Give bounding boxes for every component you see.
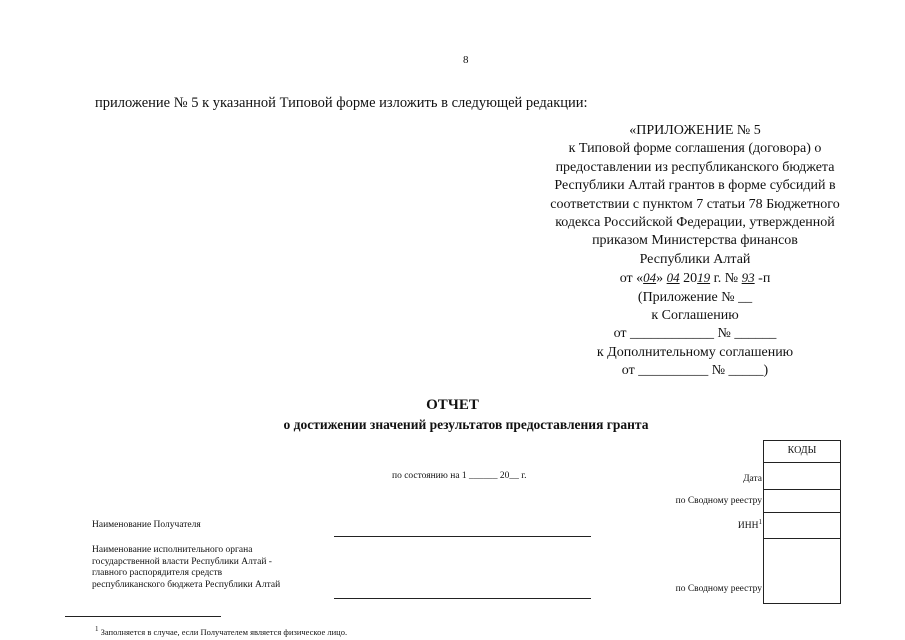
appendix-tail-line: от __________ № _____) [621,363,769,379]
codes-cell-inn[interactable] [764,512,840,513]
authority-label-line: Наименование исполнительного органа [92,545,253,555]
label-date: Дата [743,474,762,484]
footnote-mark: 1 [95,625,99,633]
codes-header: КОДЫ [787,445,817,456]
codes-cell-registry-1[interactable] [764,489,840,490]
codes-cell-date[interactable] [764,462,840,463]
recipient-label: Наименование Получателя [92,520,201,530]
appendix-tail-line: (Приложение № __ [637,289,753,305]
label-inn [738,518,762,531]
appendix-line: соответствии с пунктом 7 статьи 78 Бюджетного [550,196,840,212]
appendix-line: Республики Алтай [639,251,751,267]
appendix-date-line [520,269,870,288]
page-number: 8 [463,54,469,66]
date-month-handwritten: 04 [666,270,680,286]
codes-table [763,440,841,604]
report-title: ОТЧЕТ [426,397,479,413]
authority-label-line: государственной власти Республики Алтай - [92,556,272,567]
appendix-header [520,122,870,381]
recipient-field-line[interactable] [334,536,591,537]
appendix-line: приказом Министерства финансов [592,233,798,249]
inn-footnote-mark: 1 [758,518,762,526]
appendix-line: предоставлении из республиканского бюджета [555,159,835,175]
appendix-tail-line: от ____________ № ______ [613,326,777,342]
appendix-line: «ПРИЛОЖЕНИЕ № 5 [629,123,761,138]
date-prefix: от « [619,271,644,287]
authority-label-line: главного распорядителя средств [92,568,223,579]
appendix-line: к Типовой форме соглашения (договора) о [568,141,822,157]
codes-cell-blank[interactable] [764,538,840,539]
date-mid: » [656,271,667,287]
report-subtitle: о достижении значений результатов предоставления гранта [283,417,649,432]
appendix-tail-line: к Соглашению [651,308,739,324]
authority-field-line[interactable] [334,598,591,599]
authority-label [92,545,280,591]
label-registry-1: по Сводному реестру [675,496,762,506]
date-suffix: -п [754,271,771,287]
appendix-line: Республики Алтай грантов в форме субсидий в [554,178,836,194]
footnote-separator [65,616,221,617]
label-inn-text: ИНН [737,521,759,532]
date-year-prefix: 20 [679,271,698,287]
footnote [95,625,347,637]
order-number-handwritten: 93 [741,270,755,286]
date-num-prefix: г. № [710,271,742,287]
appendix-tail-line: к Дополнительному соглашению [596,344,794,360]
label-registry-2: по Сводному реестру [675,584,762,594]
as-of-date: по состоянию на 1 ______ 20__ г. [392,471,527,481]
appendix-line: кодекса Российской Федерации, утвержденной [555,215,835,231]
date-year-handwritten: 19 [697,270,711,286]
date-day-handwritten: 04 [643,270,657,286]
intro-paragraph: приложение № 5 к указанной Типовой форме изложить в следующей редакции: [95,95,588,111]
authority-label-line: республиканского бюджета Республики Алтай [92,579,281,590]
footnote-text: Заполняется в случае, если Получателем является физическое лицо. [98,626,348,637]
